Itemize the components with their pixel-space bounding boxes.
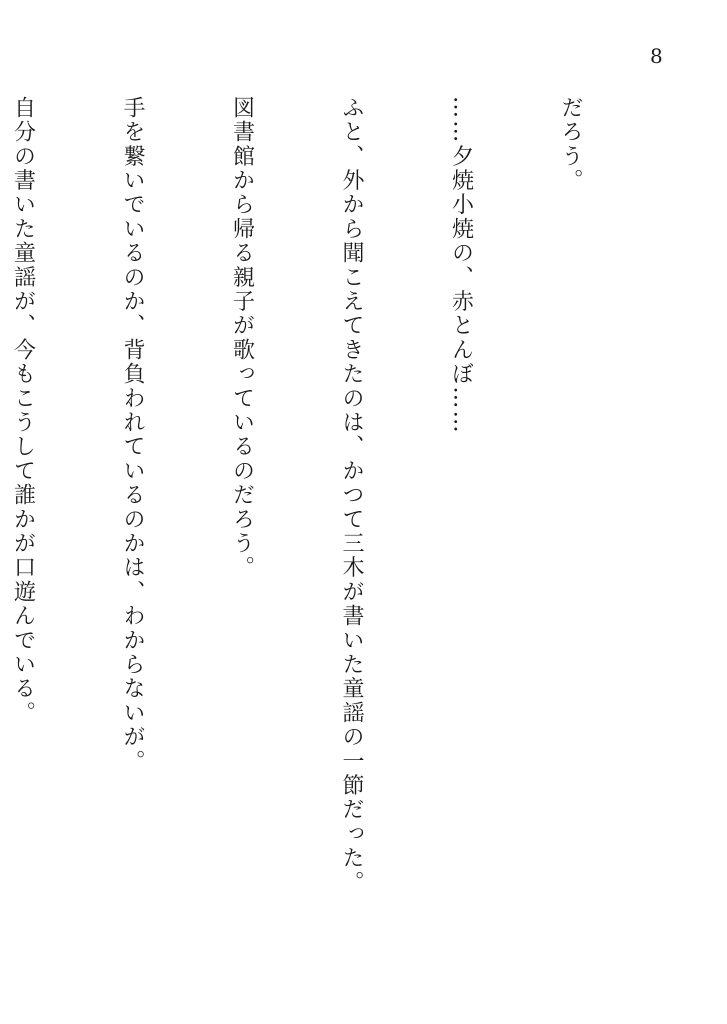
text-line: 自分の書いた童謡が、今もこうして誰かが口遊んでいる。 xyxy=(10,96,36,726)
text-line: 図書館から帰る親子が歌っているのだろう。 xyxy=(229,96,255,580)
text-line: だろう。 xyxy=(558,96,583,193)
page-number: 8 xyxy=(650,44,663,68)
vertical-text-body xyxy=(0,96,661,976)
text-line: ふと、外から聞こえてきたのは、かつて三木が書いた童謡の一節だった。 xyxy=(339,96,364,895)
text-line: ……夕焼小焼の、赤とんぼ…… xyxy=(448,96,474,435)
text-line: 手を繋いでいるのか、背負われているのかは、わからないが。 xyxy=(120,96,145,774)
